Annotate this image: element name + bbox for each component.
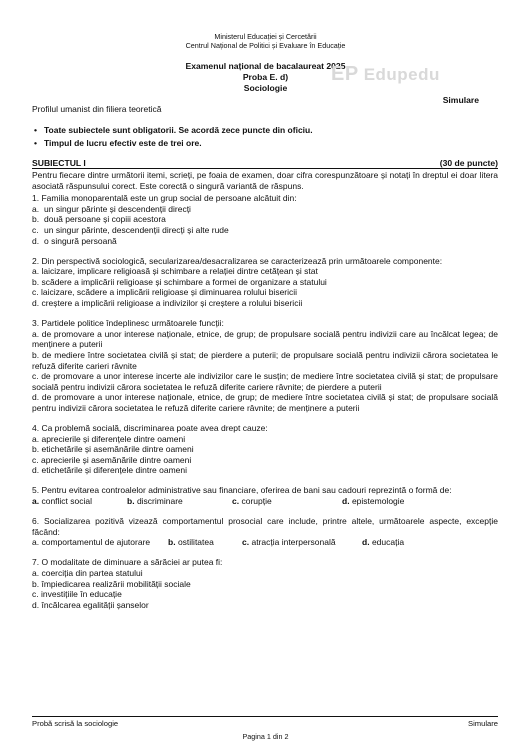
- option-b: b. scădere a implicării religioase și schimbare a formei de organizare a statului: [32, 276, 327, 287]
- question-stem: 1. Familia monoparentală este un grup social de persoane alcătuit din:: [32, 193, 297, 204]
- question-2: [32, 256, 498, 309]
- option-b: b. două persoane și copiii acestora: [32, 214, 166, 225]
- option-d: d. creștere a implicării religioase a indivizilor și creștere a rolului bisericii: [32, 298, 303, 309]
- question-stem: 5. Pentru evitarea controalelor administrative sau financiare, oferirea de bani sau cadouri reprezintă o formă de:: [32, 485, 452, 496]
- option-c: c. corupție: [232, 496, 272, 507]
- question-stem: 2. Din perspectivă sociologică, secularizarea/desacralizarea se caracterizează prin următoarele componente:: [32, 255, 443, 266]
- option-c: c. de promovare a unor interese incerte ale indivizilor care le susțin; de mediere între societatea civilă și stat; de propulsare socială pentru indivizii cărora societatea le refuză diferite cariere râvnite; de pierdere a puterii: [32, 371, 498, 392]
- page-number: Pagina 1 din 2: [242, 732, 289, 741]
- option-b: b. de mediere între societatea civilă și stat; de pierdere a puterii; de propulsare socială pentru indivizii cărora societatea le refuză diferite carieri râvnite: [32, 349, 498, 371]
- edupedu-watermark: [331, 63, 440, 86]
- option-d: d. educația: [362, 537, 405, 548]
- question-7: [32, 557, 498, 610]
- ministry-header: Ministerul Educației și Cercetării: [214, 32, 317, 41]
- option-a: a. un singur părinte și descendenții direcți: [32, 203, 191, 214]
- question-stem: 6. Socializarea pozitivă vizează comportamentul prosocial care include, printre altele, următoarele aspecte, excepție făcând:: [32, 516, 498, 537]
- option-b: b. discriminare: [127, 496, 183, 507]
- options-row: [32, 496, 498, 507]
- rule-item: • Toate subiectele sunt obligatorii. Se acordă zece puncte din oficiu.: [32, 124, 498, 137]
- footer-left: Probă scrisă la sociologie: [32, 719, 119, 728]
- question-1: [32, 193, 498, 246]
- instructions: Pentru fiecare dintre următorii itemi, scrieți, pe foaia de examen, doar cifra corespunzătoare și notați în dreptul ei doar litera asociată răspunsului corect. Este corectă o singură variantă de răspuns.: [32, 170, 498, 191]
- question-3: [32, 318, 498, 413]
- option-c: c. atracția interpersonală: [242, 537, 336, 548]
- footer-divider: [32, 716, 498, 717]
- option-d: d. încălcarea egalității șanselor: [32, 599, 149, 610]
- question-stem: 4. Ca problemă socială, discriminarea poate avea drept cauze:: [32, 422, 268, 433]
- simulare-label: Simulare: [442, 95, 479, 105]
- exam-title: Examenul național de bacalaureat 2025: [185, 61, 346, 71]
- footer: [32, 719, 498, 728]
- option-c: c. un singur părinte, descendenții direcți și alte rude: [32, 224, 229, 235]
- question-stem: 3. Partidele politice îndeplinesc următoarele funcții:: [32, 318, 224, 329]
- rules-list: [32, 124, 498, 149]
- questions-block: [32, 170, 498, 610]
- option-a: a. coerciția din partea statului: [32, 568, 143, 578]
- footer-right: Simulare: [468, 719, 498, 728]
- options-row: [32, 537, 498, 548]
- question-4: [32, 423, 498, 476]
- edupedu-logo: EP: [331, 63, 359, 85]
- option-a: a. de promovare a unor interese naționale, etnice, de grup; de propulsare socială pentru indivizii care au încălcat legea; de menținere a puterii: [32, 328, 498, 350]
- exam-proba: Proba E. d): [242, 72, 289, 82]
- rule-item: • Timpul de lucru efectiv este de trei ore.: [32, 137, 498, 150]
- option-b: b. etichetările și asemănările dintre oameni: [32, 444, 194, 455]
- option-c: c. laicizare, scădere a implicării religioase și diminuarea rolului bisericii: [32, 287, 298, 298]
- option-d: d. epistemologie: [342, 496, 405, 507]
- option-a: a. aprecierile și diferențele dintre oameni: [32, 433, 186, 444]
- option-b: b. împiedicarea realizării mobilității sociale: [32, 578, 191, 589]
- question-6: [32, 516, 498, 548]
- option-d: d. o singură persoană: [32, 235, 117, 246]
- option-a: a. conflict social: [32, 496, 93, 507]
- option-c: c. aprecierile și asemănările dintre oameni: [32, 454, 192, 465]
- exam-subject: Sociologie: [243, 83, 288, 93]
- option-b: b. ostilitatea: [168, 537, 214, 548]
- center-header: Centrul Național de Politici și Evaluare în Educație: [185, 41, 346, 50]
- question-5: [32, 485, 498, 506]
- option-a: a. comportamentul de ajutorare: [32, 537, 151, 548]
- section-points: (30 de puncte): [439, 158, 498, 168]
- watermark-text: Edupedu: [363, 65, 440, 84]
- option-d: d. etichetările și diferențele dintre oameni: [32, 465, 187, 476]
- option-a: a. laicizare, implicare religioasă și schimbare a relației dintre cetățean și stat: [32, 266, 318, 277]
- section-title: SUBIECTUL I: [32, 158, 86, 168]
- question-stem: 7. O modalitate de diminuare a sărăciei ar putea fi:: [32, 557, 223, 568]
- section-heading: [32, 158, 498, 169]
- option-d: d. de promovare a unor interese naționale, etnice, de grup; de mediere între societatea civilă și stat; de propulsare socială pentru indivizii cărora societatea le refuză diferite cariere râvnite; de menținere a puterii: [32, 392, 498, 413]
- option-c: c. investițiile în educație: [32, 589, 122, 600]
- profile-line: Profilul umanist din filiera teoretică: [32, 104, 162, 114]
